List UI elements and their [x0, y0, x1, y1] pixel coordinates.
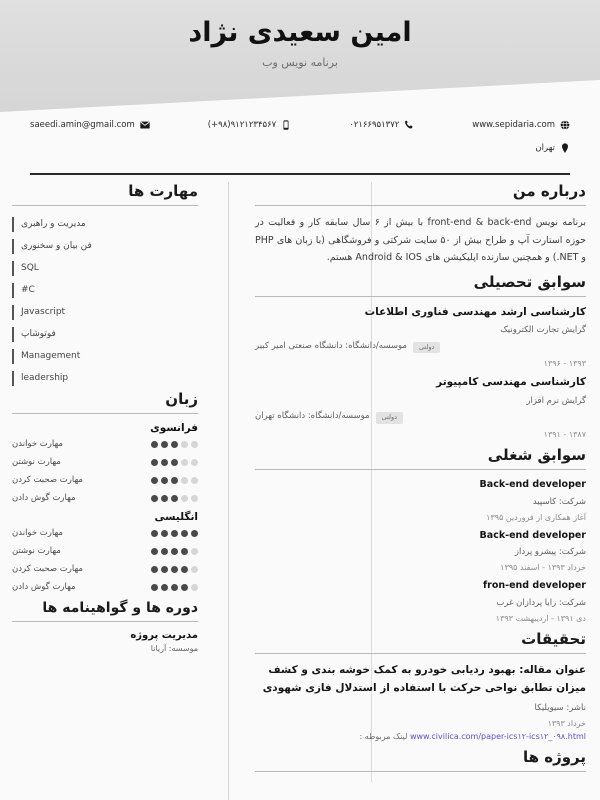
envelope-icon [140, 120, 150, 130]
contact-mobile-text: (+۹۸)۹۱۲۱۲۳۴۵۶۷ [207, 120, 277, 130]
rating-dot [151, 530, 158, 537]
skill-marker-icon [12, 327, 14, 342]
section-research [255, 630, 586, 741]
skill-item [12, 346, 198, 366]
language-group [12, 422, 198, 503]
research-link-label: لینک مربوطه : [359, 732, 408, 742]
section-title-research: تحقیقات [521, 629, 586, 648]
skill-label: C# [21, 285, 35, 295]
rating-dot [171, 566, 178, 573]
experience-role: Back-end developer [479, 479, 586, 491]
contact-row-primary [30, 120, 570, 130]
skill-label: فن بیان و سخنوری [21, 241, 92, 251]
contact-email[interactable] [30, 120, 150, 130]
section-title-about: درباره من [512, 182, 586, 200]
contact-email-text: saeedi.amin@gmail.com [30, 120, 135, 130]
education-field: گرایش نرم افزار [526, 395, 586, 406]
rating-dot [151, 566, 158, 573]
section-about [255, 182, 586, 267]
rating-dot [161, 566, 168, 573]
education-degree: کارشناسی ارشد مهندسی فناوری اطلاعات [364, 305, 586, 318]
rating-dot [181, 495, 188, 502]
language-name: انگلیسی [154, 511, 198, 523]
contact-location-text: تهران [535, 143, 555, 153]
experience-role: fron-end developer [483, 580, 586, 592]
rating-dots [151, 548, 198, 555]
language-skill-row [12, 439, 198, 449]
contact-website[interactable] [472, 120, 570, 130]
section-rule [255, 469, 586, 470]
section-title-languages: زبان [165, 390, 198, 408]
skill-marker-icon [12, 261, 14, 276]
experience-company: شرکت: پیشرو پرداز [514, 547, 586, 558]
rating-dots [151, 530, 198, 537]
sidebar-column [0, 182, 228, 800]
section-languages [12, 390, 198, 592]
education-field: گرایش تجارت الکترونیک [500, 324, 586, 335]
language-skill-row [12, 475, 198, 485]
section-title-experience: سوابق شغلی [487, 446, 586, 465]
rating-dot [171, 548, 178, 555]
rating-dots [151, 459, 198, 466]
skill-item [12, 324, 198, 344]
experience-role: Back-end developer [479, 529, 586, 541]
skill-marker-icon [12, 349, 14, 364]
contact-row-secondary [30, 143, 570, 153]
contact-mobile[interactable] [208, 120, 292, 130]
rating-dots [151, 584, 198, 591]
section-title-certificates: دوره ها و گواهینامه ها [42, 600, 198, 616]
skill-marker-icon [12, 283, 14, 298]
skill-label: Javascript [21, 307, 66, 317]
skill-marker-icon [12, 305, 14, 320]
experience-dates: دی ۱۳۹۱ - اردیبهشت ۱۳۹۳ [495, 613, 586, 623]
skill-item [12, 236, 198, 256]
language-skill-label: مهارت نوشتن [12, 457, 61, 467]
research-publisher: ناشر: سیویلیکا [534, 703, 586, 714]
experience-entry [255, 579, 586, 623]
rating-dot [151, 477, 158, 484]
rating-dot [171, 530, 178, 537]
experience-entry [255, 478, 586, 522]
section-title-education: سوابق تحصیلی [473, 272, 586, 291]
skill-label: leadership [21, 373, 69, 383]
section-rule [255, 653, 586, 654]
skill-marker-icon [12, 239, 14, 254]
rating-dot [191, 495, 198, 502]
job-title: برنامه نویس وب [262, 55, 338, 69]
rating-dot [171, 459, 178, 466]
mobile-icon [281, 120, 291, 130]
rating-dot [151, 584, 158, 591]
certificate-institute: موسسه: آریانا [150, 644, 198, 653]
language-skill-row [12, 564, 198, 574]
rating-dot [191, 441, 198, 448]
education-entry [255, 375, 586, 439]
phone-icon [404, 120, 414, 130]
education-institute-line [255, 340, 586, 356]
rating-dot [161, 477, 168, 484]
rating-dots [151, 477, 198, 484]
skill-item [12, 302, 198, 322]
skill-item [12, 258, 198, 278]
research-title: عنوان مقاله: بهبود ردیابی خودرو به کمک خوشه بندی و کشف میزان تطابق نواحی حرکت با استفاده از استدلال فازی شهودی [262, 663, 586, 694]
globe-icon [560, 120, 570, 130]
section-rule [12, 621, 198, 622]
rating-dot [181, 548, 188, 555]
research-date: خرداد ۱۳۹۳ [547, 719, 586, 729]
rating-dot [191, 530, 198, 537]
rating-dot [161, 459, 168, 466]
section-rule [255, 771, 586, 772]
rating-dot [161, 584, 168, 591]
section-certificates [12, 600, 198, 653]
rating-dot [161, 495, 168, 502]
rating-dot [191, 548, 198, 555]
status-badge: دولتی [376, 412, 403, 424]
rating-dot [171, 495, 178, 502]
skill-label: مدیریت و راهبری [21, 219, 86, 229]
language-skill-label: مهارت گوش دادن [12, 493, 76, 503]
section-title-skills: مهارت ها [128, 182, 198, 200]
rating-dots [151, 441, 198, 448]
rating-dots [151, 495, 198, 502]
education-degree: کارشناسی مهندسی کامپیوتر [436, 376, 586, 389]
rating-dot [191, 459, 198, 466]
section-title-projects: پروژه ها [522, 748, 586, 767]
language-skill-label: مهارت صحبت کردن [12, 475, 83, 485]
research-link-line [255, 732, 586, 741]
language-skill-label: مهارت گوش دادن [12, 582, 76, 592]
section-experience [255, 446, 586, 623]
skill-label: Management [21, 351, 81, 361]
rating-dot [181, 459, 188, 466]
experience-entry [255, 529, 586, 573]
language-skill-label: مهارت نوشتن [12, 546, 61, 556]
language-skill-row [12, 493, 198, 503]
contact-strip [0, 120, 600, 153]
rating-dot [181, 530, 188, 537]
education-dates: ۱۳۸۷ - ۱۳۹۱ [543, 430, 586, 440]
skill-marker-icon [12, 217, 14, 232]
about-text: برنامه نویس front-end & back-end با بیش از ۶ سال سابقه کار و فعالیت در حوزه استارت آپ و طراح بیش از ۵۰ سایت شرکتی و فروشگاهی (با زبان های PHP و NET.) و همچنین سازنده اپلیکیشن های Android & IOS هستم. [255, 217, 587, 264]
skill-label: SQL [21, 263, 39, 273]
skill-item [12, 368, 198, 388]
language-skill-row [12, 528, 198, 538]
rating-dot [151, 495, 158, 502]
experience-company: شرکت: رایا پردازان غرب [496, 597, 586, 608]
skill-marker-icon [12, 371, 14, 386]
rating-dot [191, 477, 198, 484]
language-skill-row [12, 457, 198, 467]
section-projects [255, 748, 586, 772]
rating-dot [181, 441, 188, 448]
status-badge: دولتی [413, 342, 440, 354]
rating-dots [151, 566, 198, 573]
main-column [228, 182, 600, 800]
language-group [12, 511, 198, 592]
contact-phone-text: ۰۲۱۶۶۹۵۱۳۷۲ [349, 120, 400, 130]
language-skill-label: مهارت خواندن [12, 439, 63, 449]
rating-dot [161, 548, 168, 555]
certificate-title: مدیریت پروژه [130, 630, 198, 641]
rating-dot [151, 441, 158, 448]
rating-dot [161, 530, 168, 537]
skill-item [12, 214, 198, 234]
section-rule [12, 413, 198, 414]
rating-dot [161, 441, 168, 448]
section-rule [255, 296, 586, 297]
experience-company: شرکت: کاسپید [532, 496, 586, 507]
skill-item [12, 280, 198, 300]
header-content [0, 0, 600, 100]
education-institute: موسسه/دانشگاه: دانشگاه صنعتی امیر کبیر [255, 340, 407, 351]
body-columns [0, 182, 600, 800]
language-name: فرانسوی [150, 422, 198, 434]
certificate-entry [12, 630, 198, 653]
rating-dot [181, 584, 188, 591]
experience-dates: آغاز همکاری از فروردین ۱۳۹۵ [486, 512, 586, 522]
rating-dot [181, 477, 188, 484]
contact-phone[interactable] [349, 120, 414, 130]
section-rule [12, 205, 198, 206]
map-pin-icon [560, 143, 570, 153]
header-divider [30, 173, 570, 175]
section-skills [12, 182, 198, 388]
contact-location [535, 143, 570, 153]
education-institute-line [255, 410, 586, 426]
rating-dot [151, 459, 158, 466]
education-dates: ۱۳۹۳ - ۱۳۹۶ [543, 359, 586, 369]
research-link[interactable]: www.civilica.com/paper-ics۱۲-ics۱۲_۰۹۸.html [409, 732, 586, 742]
contact-website-text: www.sepidaria.com [472, 120, 555, 130]
language-skill-label: مهارت صحبت کردن [12, 564, 83, 574]
language-skill-row [12, 582, 198, 592]
language-skill-row [12, 546, 198, 556]
language-skill-label: مهارت خواندن [12, 528, 63, 538]
rating-dot [191, 566, 198, 573]
education-entry [255, 305, 586, 369]
rating-dot [171, 441, 178, 448]
rating-dot [181, 566, 188, 573]
research-entry [255, 662, 586, 741]
experience-dates: خرداد ۱۳۹۳ - اسفند ۱۳۹۵ [500, 563, 586, 573]
section-education [255, 273, 586, 439]
section-rule [255, 205, 586, 206]
rating-dot [171, 584, 178, 591]
rating-dot [171, 477, 178, 484]
rating-dot [151, 548, 158, 555]
rating-dot [191, 584, 198, 591]
page-title: امین سعیدی نژاد [188, 17, 412, 48]
education-institute: موسسه/دانشگاه: دانشگاه تهران [255, 411, 370, 422]
skill-label: فوتوشاپ [21, 329, 56, 339]
